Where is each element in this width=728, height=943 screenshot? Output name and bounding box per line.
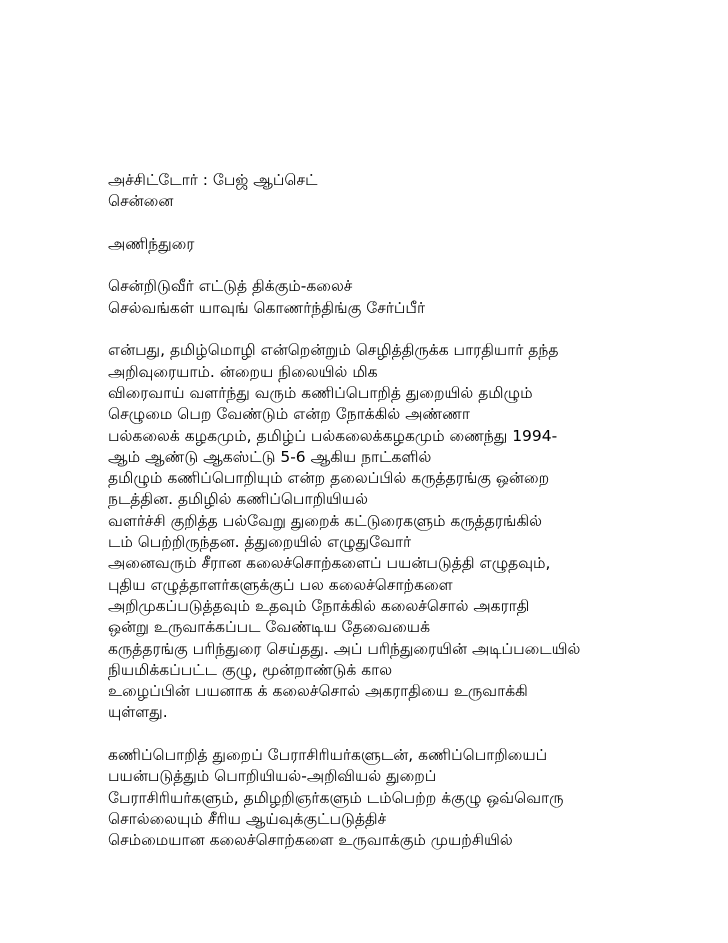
verse-line: செல்வங்கள் யாவுங் கொணர்ந்திங்கு சேர்ப்பீர் <box>108 298 426 317</box>
paragraph-line: டம் பெற்றிருந்தன. த்துறையில் எழுதுவோர் <box>108 533 412 552</box>
paragraph-line: விரைவாய் வளர்ந்து வரும் கணிப்பொறித் துறையில் தமிழும் <box>108 383 533 402</box>
paragraph-line: பேராசிரியர்களும், தமிழறிஞர்களும் டம்பெற்ற க்குழு ஒவ்வொரு <box>108 788 564 807</box>
paragraph-2 <box>108 745 708 851</box>
paragraph-line: புதிய எழுத்தாளர்களுக்குப் பல கலைச்சொற்களை <box>108 575 453 594</box>
foreword-title: அணிந்துரை <box>108 234 195 253</box>
paragraph-line: ஆம் ஆண்டு ஆகஸ்ட்டு 5-6 ஆகிய நாட்களில் <box>108 447 432 466</box>
spacer <box>108 255 708 276</box>
city-line: சென்னை <box>108 192 174 211</box>
paragraph-line: தமிழும் கணிப்பொறியும் என்ற தலைப்பில் கருத்தரங்கு ஒன்றை <box>108 469 550 488</box>
paragraph-line: உழைப்பின் பயனாக க் கலைச்சொல் அகராதியை உருவாக்கி <box>108 682 528 701</box>
spacer <box>108 319 708 340</box>
spacer <box>108 213 708 234</box>
printer-line: அச்சிட்டோர் : பேஜ் ஆப்செட் <box>108 171 318 189</box>
paragraph-1 <box>108 340 708 723</box>
paragraph-line: அறிவுரையாம். ன்றைய நிலையில் மிக <box>108 362 378 381</box>
paragraph-line: யுள்ளது. <box>108 703 168 722</box>
paragraph-line: நடத்தின. தமிழில் கணிப்பொறியியல் <box>108 490 368 509</box>
document-page <box>108 170 708 852</box>
paragraph-line: செம்மையான கலைச்சொற்களை உருவாக்கும் முயற்சியில் <box>108 831 513 850</box>
paragraph-line: நியமிக்கப்பட்ட குழு, மூன்றாண்டுக் கால <box>108 660 393 679</box>
spacer <box>108 724 708 745</box>
paragraph-line: செழுமை பெற வேண்டும் என்ற நோக்கில் அண்ணா <box>108 405 470 424</box>
paragraph-line: அனைவரும் சீரான கலைச்சொற்களைப் பயன்படுத்தி எழுதவும், <box>108 554 551 573</box>
paragraph-line: பல்கலைக் கழகமும், தமிழ்ப் பல்கலைக்கழகமும் ணைந்து 1994- <box>108 426 558 445</box>
verse-block <box>108 276 708 319</box>
paragraph-line: பயன்படுத்தும் பொறியியல்-அறிவியல் துறைப் <box>108 767 437 786</box>
paragraph-line: அறிமுகப்படுத்தவும் உதவும் நோக்கில் கலைச்சொல் அகராதி <box>108 596 530 615</box>
paragraph-line: கணிப்பொறித் துறைப் பேராசிரியர்களுடன், கணிப்பொறியைப் <box>108 746 548 765</box>
paragraph-line: என்பது, தமிழ்மொழி என்றென்றும் செழித்திருக்க பாரதியார் தந்த <box>108 341 559 360</box>
paragraph-line: கருத்தரங்கு பரிந்துரை செய்தது. அப் பரிந்துரையின் அடிப்படையில் <box>108 639 581 658</box>
verse-line: சென்றிடுவீர் எட்டுத் திக்கும்-கலைச் <box>108 277 353 296</box>
paragraph-line: ஒன்று உருவாக்கப்பட வேண்டிய தேவையைக் <box>108 618 431 637</box>
paragraph-line: சொல்லையும் சீரிய ஆய்வுக்குட்படுத்திச் <box>108 809 387 828</box>
paragraph-line: வளர்ச்சி குறித்த பல்வேறு துறைக் கட்டுரைகளும் கருத்தரங்கில் <box>108 511 543 530</box>
